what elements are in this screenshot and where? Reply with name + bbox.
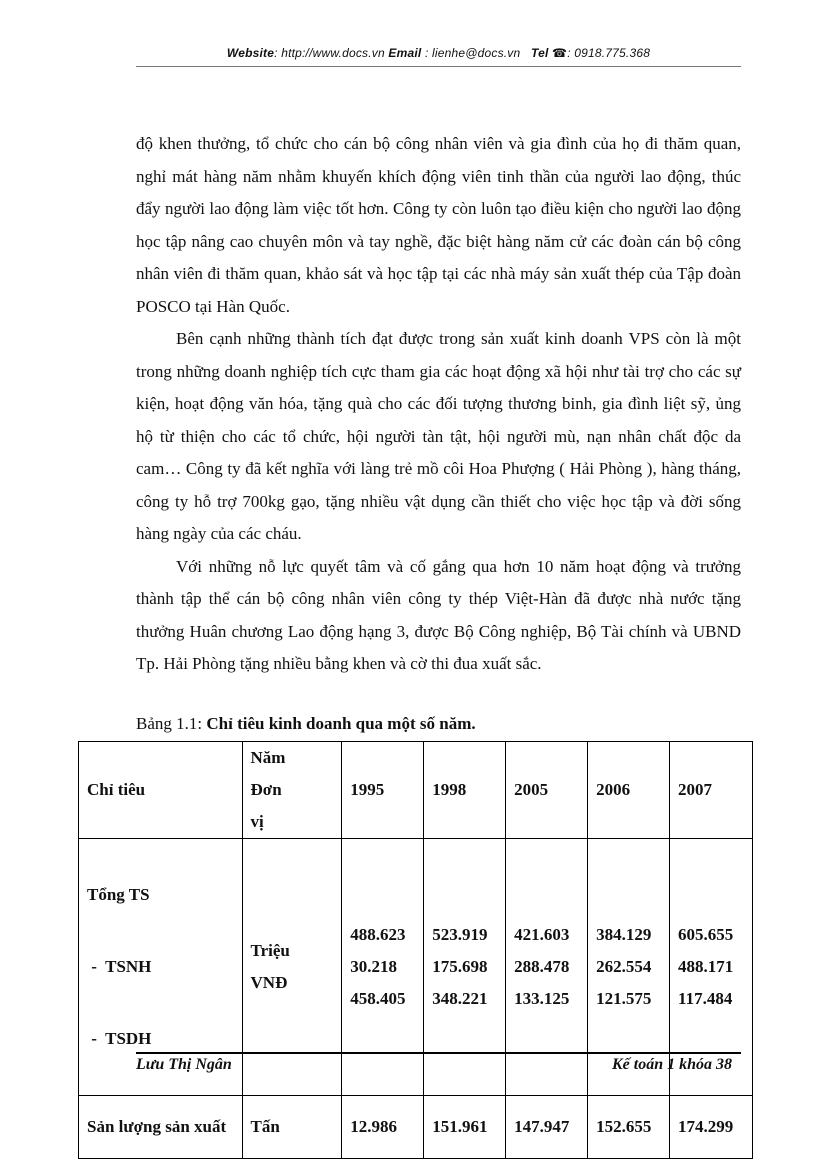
cell-value: 458.405 [350, 989, 406, 1008]
footer-author: Lưu Thị Ngân [136, 1056, 232, 1073]
paragraph-2: Bên cạnh những thành tích đạt được trong sản xuất kinh doanh VPS còn là một trong những doanh nghiệp tích cực tham gia các hoạt động xã hội như tài trợ cho các sự kiện, hoạt động văn hóa, tặng quà cho các đối tượng thương binh, gia đình liệt sỹ, ủng hộ từ thiện cho các tổ chức, hội người tàn tật, hội người mù, nạn nhân chất độc da cam… Công ty đã kết nghĩa với làng trẻ mồ côi Hoa Phượng ( Hải Phòng ), hàng tháng, công ty hỗ trợ 700kg gạo, tặng nhiều vật dụng cần thiết cho việc học tập và đời sống hàng ngày của các cháu. [136, 329, 741, 543]
production-unit: Tấn [242, 1096, 342, 1159]
cell-value: 152.655 [588, 1096, 670, 1159]
cell-value: 421.603 [514, 925, 570, 944]
cell-value: 488.171 [678, 957, 734, 976]
email-label: Email [388, 46, 422, 60]
production-label: Sản lượng sản xuất [79, 1096, 243, 1159]
tel-value: : 0918.775.368 [567, 46, 651, 60]
cell-value: 133.125 [514, 989, 570, 1008]
cell-value: 147.947 [506, 1096, 588, 1159]
website-value: : http://www.docs.vn [274, 46, 385, 60]
cell-value: 384.129 [596, 925, 652, 944]
header-unit [242, 742, 342, 839]
header-unit-line1: Năm [250, 748, 286, 767]
email-value: : lienhe@docs.vn [421, 46, 521, 60]
header-year: 2007 [670, 742, 753, 839]
table-row-production [79, 1096, 753, 1159]
assets-unit [242, 839, 342, 1096]
cell-value: 12.986 [342, 1096, 424, 1159]
cell-value: 488.623 [350, 925, 406, 944]
table-caption-title: Chỉ tiêu kinh doanh qua một số năm. [206, 714, 476, 733]
cell-value: 262.554 [596, 957, 652, 976]
cell-value: 175.698 [432, 957, 488, 976]
cell-value: 30.218 [350, 957, 398, 976]
header-year: 2006 [588, 742, 670, 839]
table-caption-prefix: Bảng 1.1: [136, 714, 207, 733]
assets-values-1998 [424, 839, 506, 1096]
label-long-term-assets: - TSDH [87, 1029, 152, 1048]
header-indicator: Chỉ tiêu [79, 742, 243, 839]
header-unit-line3: vị [250, 812, 264, 831]
table-header-row [79, 742, 753, 839]
tel-label: Tel [530, 46, 549, 60]
assets-values-1995 [342, 839, 424, 1096]
cell-value: 151.961 [424, 1096, 506, 1159]
cell-value: 288.478 [514, 957, 570, 976]
cell-value: 174.299 [670, 1096, 753, 1159]
page-header [136, 46, 741, 60]
label-total-assets: Tổng TS [87, 885, 150, 904]
header-unit-line2: Đơn [250, 780, 282, 799]
business-indicators-table [78, 741, 753, 1159]
paragraph-3: Với những nỗ lực quyết tâm và cố gắng qua hơn 10 năm hoạt động và trưởng thành tập thể cán bộ công nhân viên công ty thép Việt-Hàn đã được nhà nước tặng thưởng Huân chương Lao động hạng 3, được Bộ Công nghiệp, Bộ Tài chính và UBND Tp. Hải Phòng tặng nhiều bằng khen và cờ thi đua xuất sắc. [136, 556, 741, 673]
header-divider [136, 66, 741, 67]
header-year: 1998 [424, 742, 506, 839]
website-label: Website [226, 46, 275, 60]
cell-value: 348.221 [432, 989, 488, 1008]
header-year: 1995 [342, 742, 424, 839]
header-year: 2005 [506, 742, 588, 839]
body-text [136, 128, 741, 681]
assets-values-2005 [506, 839, 588, 1096]
assets-unit-line1: Triệu [250, 941, 290, 960]
assets-unit-line2: VNĐ [250, 973, 288, 992]
label-current-assets: - TSNH [87, 957, 152, 976]
cell-value: 121.575 [596, 989, 652, 1008]
cell-value: 117.484 [678, 989, 733, 1008]
footer-class: Kế toán 1 khóa 38 [611, 1056, 732, 1073]
paragraph-1: độ khen thưởng, tổ chức cho cán bộ công nhân viên và gia đình của họ đi thăm quan, nghỉ mát hàng năm nhằm khuyến khích động viên tinh thần của người lao động, thúc đẩy người lao động làm việc tốt hơn. Công ty còn luôn tạo điều kiện cho người lao động học tập nâng cao chuyên môn và tay nghề, đặc biệt hàng năm cử các đoàn cán bộ công nhân viên đi thăm quan, khảo sát và học tập tại các nhà máy sản xuất thép của Tập đoàn POSCO tại Hàn Quốc. [136, 134, 741, 316]
cell-value: 605.655 [678, 925, 734, 944]
footer-divider [136, 1052, 741, 1054]
table-caption [136, 714, 476, 734]
cell-value: 523.919 [432, 925, 488, 944]
phone-icon: ☎ [552, 46, 568, 60]
